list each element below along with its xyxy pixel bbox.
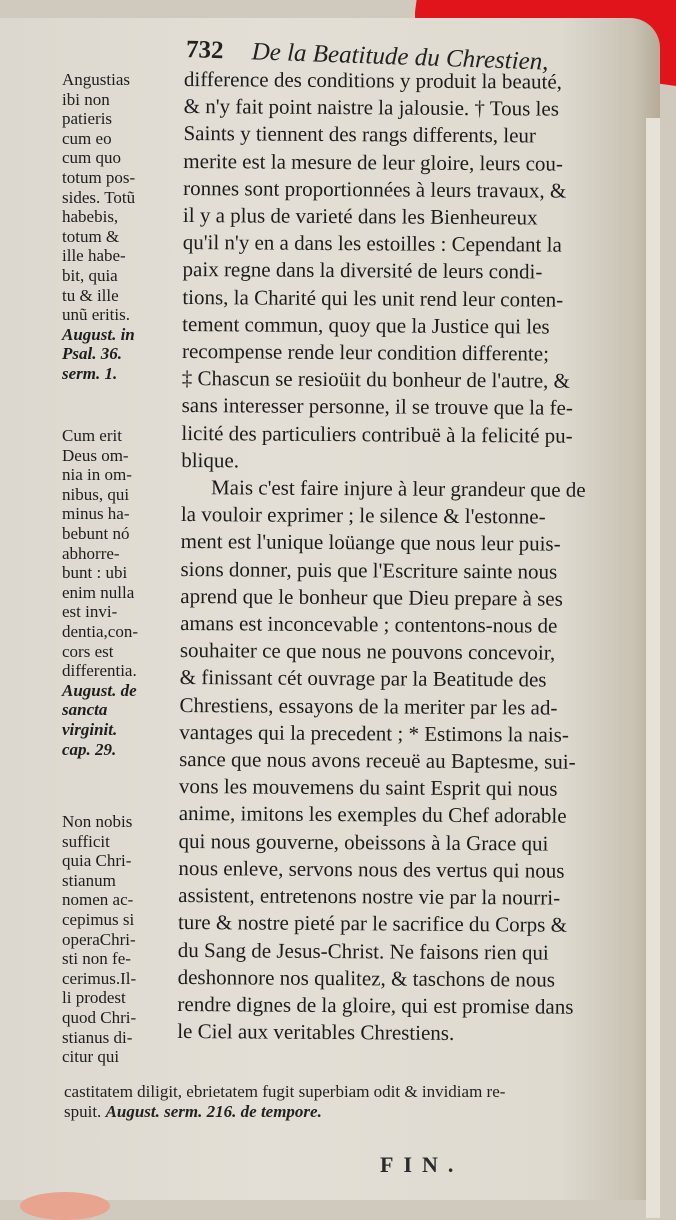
text-line: ment est l'unique loüange que nous leur puis- xyxy=(180,529,561,557)
margin-note-line: quod Chri- xyxy=(62,1007,137,1027)
margin-note-line: citur qui xyxy=(62,1047,120,1067)
margin-note-line: tu & ille xyxy=(62,285,119,305)
margin-note-line: stianus di- xyxy=(62,1027,133,1047)
page-edge xyxy=(646,118,660,1218)
text-line: & finissant cét ouvrage par la Beatitude des xyxy=(179,665,547,693)
text-line: sions donner, puis que l'Escriture sainte nous xyxy=(180,556,558,584)
page-number: 732 xyxy=(185,36,224,65)
margin-note-line: totum pos- xyxy=(62,167,136,187)
margin-note-line: bit, quia xyxy=(62,265,118,285)
margin-note-reference: serm. 1. xyxy=(62,363,118,383)
margin-note-line: nomen ac- xyxy=(62,890,134,910)
running-title: De la Beatitude du Chrestien, xyxy=(251,38,549,76)
margin-note-line: nibus, qui xyxy=(62,484,130,504)
text-line: difference des conditions y produit la beauté, xyxy=(183,66,563,94)
footnote-reference: August. serm. 216. de tempore. xyxy=(105,1102,322,1121)
margin-note-line: cors est xyxy=(62,641,114,661)
text-line: sans interesser personne, il se trouve que la fe- xyxy=(181,393,573,421)
margin-note-line: totum & xyxy=(62,226,120,246)
margin-note xyxy=(62,426,182,759)
margin-note-line: enim nulla xyxy=(62,582,135,602)
margin-note-line: unũ eritis. xyxy=(62,305,130,325)
margin-note-line: sti non fe- xyxy=(62,949,131,969)
margin-note-line: cerimus.Il- xyxy=(62,968,137,988)
text-line: aprend que le bonheur que Dieu prepare à ses xyxy=(180,583,563,611)
text-line: amans est inconcevable ; contentons-nous de xyxy=(180,611,558,638)
text-line: deshonnore nos qualitez, & taschons de nous xyxy=(177,964,556,992)
margin-note xyxy=(62,812,182,1067)
finger-at-corner xyxy=(20,1192,110,1220)
text-line: ‡ Chascun se resioüit du bonheur de l'autre, & xyxy=(181,366,571,393)
margin-note-line: sufficit xyxy=(62,831,110,851)
main-text-block xyxy=(177,66,624,1048)
margin-note-line: li prodest xyxy=(62,988,126,1008)
text-line: rendre dignes de la gloire, qui est promise dans xyxy=(177,991,574,1019)
margin-note xyxy=(62,70,182,384)
margin-note-line: stianum xyxy=(62,870,116,890)
text-line: anime, imitons les exemples du Chef adorable xyxy=(178,801,567,829)
margin-note-line: cepimus si xyxy=(62,909,135,929)
margin-note-line: Non nobis xyxy=(62,812,133,831)
margin-note-line: ille habe- xyxy=(62,246,126,266)
footnote-text: spuit. xyxy=(64,1102,102,1121)
text-line: nous enleve, servons nous des vertus qui nous xyxy=(178,855,565,883)
margin-note-line: bunt : ubi xyxy=(62,563,128,583)
margin-note-line: nia in om- xyxy=(62,465,132,485)
text-line: le Ciel aux veritables Chrestiens. xyxy=(177,1019,455,1046)
footnote xyxy=(64,1082,644,1122)
text-line: licité des particuliers contribuë à la felicité pu- xyxy=(181,420,573,448)
margin-note-line: cum eo xyxy=(62,128,112,148)
text-line: Saints y tiennent des rangs differents, leur xyxy=(183,121,537,148)
margin-note-line: operaChri- xyxy=(62,929,136,949)
margin-note-line: differentia. xyxy=(62,661,137,681)
margin-note-line: Deus om- xyxy=(62,445,129,465)
text-line: sance que nous avons receuë au Baptesme, sui- xyxy=(179,747,576,774)
text-line: souhaiter ce que nous ne pouvons concevoir, xyxy=(179,638,556,665)
margin-note-reference: sancta xyxy=(62,700,108,720)
footnote-line: castitatem diligit, ebrietatem fugit superbiam odit & invidiam re- xyxy=(64,1082,506,1101)
text-line: ture & nostre pieté par le sacrifice du Corps & xyxy=(177,910,568,937)
text-line: & n'y fait point naistre la jalousie. † Tous les xyxy=(183,94,559,121)
closing-fin: FIN. xyxy=(380,1152,464,1177)
text-line: blique. xyxy=(181,447,240,473)
text-line: il y a plus de varieté dans les Bienheureux xyxy=(182,203,538,230)
text-line: tions, la Charité qui les unit rend leur conten- xyxy=(182,284,564,312)
margin-note-line: Angustias xyxy=(62,70,130,89)
text-line: recompense rende leur condition differente; xyxy=(181,339,550,366)
text-line: assistent, entretenons nostre vie par la nourri- xyxy=(178,883,561,910)
text-line: vons les mouvemens du saint Esprit qui nous xyxy=(178,774,558,801)
margin-note-line: quia Chri- xyxy=(62,851,132,871)
margin-note-line: cum quo xyxy=(62,148,122,168)
margin-note-reference: Psal. 36. xyxy=(62,344,122,364)
margin-note-line: habebis, xyxy=(62,207,119,227)
text-line: vantages qui la precedent ; * Estimons la nais- xyxy=(179,719,569,747)
margin-note-line: dentia,con- xyxy=(62,621,138,641)
margin-note-line: abhorre- xyxy=(62,543,120,563)
margin-note-line: bebunt nó xyxy=(62,523,130,543)
text-line: merite est la mesure de leur gloire, leurs cou- xyxy=(183,148,564,176)
text-line: qu'il n'y en a dans les estoilles : Cependant la xyxy=(182,230,562,257)
margin-note-reference: cap. 29. xyxy=(62,739,117,759)
footnote-line xyxy=(64,1102,644,1122)
text-line: paix regne dans la diversité de leurs condi- xyxy=(182,257,543,284)
margin-note-line: Cum erit xyxy=(62,426,122,445)
text-line: ronnes sont proportionnées à leurs travaux, & xyxy=(183,175,567,203)
text-line: la vouloir exprimer ; le silence & l'estonne- xyxy=(180,502,546,529)
margin-note-line: minus ha- xyxy=(62,504,130,524)
text-line: qui nous gouverne, obeissons à la Grace qui xyxy=(178,828,549,856)
margin-note-line: est invi- xyxy=(62,602,118,622)
text-line: tement commun, quoy que la Justice qui les xyxy=(182,311,550,339)
margin-note-line: ibi non xyxy=(62,89,110,109)
margin-note-reference: virginit. xyxy=(62,719,118,739)
text-line: du Sang de Jesus-Christ. Ne faisons rien qui xyxy=(177,937,549,965)
text-line: Mais c'est faire injure à leur grandeur que de xyxy=(210,475,586,502)
margin-note-line: patieris xyxy=(62,109,113,129)
margin-note-reference: August. in xyxy=(62,324,135,344)
margin-note-line: sides. Totũ xyxy=(62,187,136,207)
margin-note-reference: August. de xyxy=(62,680,137,700)
text-line: Chrestiens, essayons de la meriter par les ad- xyxy=(179,692,558,720)
